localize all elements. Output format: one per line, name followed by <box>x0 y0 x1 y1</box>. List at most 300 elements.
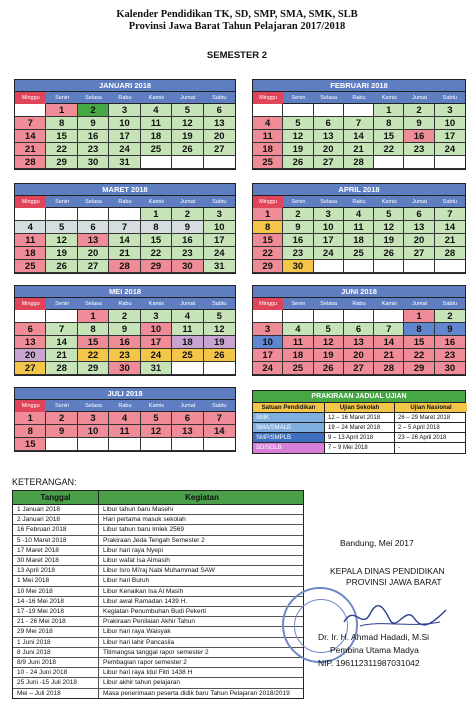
legend-label: KETERANGAN: <box>12 477 77 487</box>
weekday-label: Rabu <box>118 403 132 409</box>
day-cell: 9 <box>78 117 109 130</box>
day-cell: 30 <box>78 156 109 169</box>
exam-unit: SMK <box>253 413 325 422</box>
day-cell: 1 <box>404 310 434 323</box>
month-calendar <box>252 285 466 376</box>
exam-national-date: 23 – 26 April 2018 <box>398 435 447 441</box>
day-cell: 28 <box>344 156 374 169</box>
day-grid <box>15 310 235 375</box>
day-cell: 8 <box>374 117 404 130</box>
day-cell: 10 <box>314 221 344 234</box>
day-cell <box>46 310 77 323</box>
legend-activity: Libur hari raya Nyepi <box>103 546 163 554</box>
weekday-label: Kamis <box>381 199 397 205</box>
day-cell <box>15 208 46 221</box>
legend-date: 8 Juni 2018 <box>13 648 99 657</box>
legend-row <box>13 576 303 586</box>
exam-schedule-row <box>253 433 465 443</box>
legend-date: 17 Maret 2018 <box>13 546 99 555</box>
weekday-label: Sabtu <box>442 199 458 205</box>
day-cell: 26 <box>374 247 404 260</box>
signature-heading-province: PROVINSI JAWA BARAT <box>346 577 442 587</box>
day-cell <box>374 310 404 323</box>
signature-heading: KEPALA DINAS PENDIDIKAN <box>330 566 445 576</box>
weekday-label: Minggu <box>15 196 46 208</box>
day-cell: 24 <box>204 247 235 260</box>
legend-row <box>13 525 303 535</box>
day-cell: 26 <box>172 143 203 156</box>
day-cell <box>253 104 283 117</box>
day-cell <box>109 438 140 451</box>
signature-nip: NIP. 196112311987031042 <box>318 658 420 668</box>
day-cell: 14 <box>109 234 140 247</box>
day-cell <box>204 438 235 451</box>
day-cell <box>314 310 344 323</box>
day-cell: 16 <box>109 336 140 349</box>
weekday-label: Senin <box>291 301 306 307</box>
legend-activity: Libur hari lahir Pancasila <box>103 638 175 646</box>
day-cell: 23 <box>404 143 434 156</box>
day-cell: 5 <box>46 221 77 234</box>
day-cell <box>314 260 344 273</box>
weekday-label: Minggu <box>15 400 46 412</box>
weekday-header <box>15 298 235 310</box>
weekday-label: Kamis <box>148 403 165 409</box>
day-cell <box>78 438 109 451</box>
day-cell: 19 <box>204 336 235 349</box>
legend-table-header <box>13 491 303 505</box>
day-cell: 12 <box>204 323 235 336</box>
weekday-label: Jumat <box>180 403 196 409</box>
legend-date: 10 Mei 2018 <box>13 587 99 596</box>
day-cell: 6 <box>344 323 374 336</box>
day-cell: 2 <box>109 310 140 323</box>
day-cell <box>204 156 235 169</box>
legend-date: 1 Juni 2018 <box>13 638 99 647</box>
day-cell <box>404 156 434 169</box>
day-cell: 20 <box>15 349 46 362</box>
day-cell: 25 <box>344 247 374 260</box>
day-cell: 31 <box>109 156 140 169</box>
day-cell: 5 <box>314 323 344 336</box>
day-cell: 25 <box>15 260 46 273</box>
legend-activity: Pembagian rapor semester 2 <box>103 659 187 667</box>
day-cell: 6 <box>204 104 235 117</box>
day-cell: 12 <box>46 234 77 247</box>
day-cell: 27 <box>404 247 434 260</box>
day-cell: 8 <box>253 221 283 234</box>
day-cell: 15 <box>374 130 404 143</box>
day-cell: 12 <box>314 336 344 349</box>
day-cell: 6 <box>404 208 434 221</box>
day-grid <box>15 412 235 451</box>
day-cell: 30 <box>109 362 140 375</box>
day-cell: 15 <box>253 234 283 247</box>
weekday-header <box>15 400 235 412</box>
day-cell <box>172 156 203 169</box>
exam-school-date: 12 – 16 Maret 2018 <box>325 413 395 422</box>
day-cell: 10 <box>435 117 465 130</box>
day-cell <box>141 156 172 169</box>
day-cell: 16 <box>172 234 203 247</box>
day-cell: 29 <box>141 260 172 273</box>
day-cell: 18 <box>253 143 283 156</box>
legend-date: 5 -10 Maret 2018 <box>13 536 99 545</box>
day-cell: 18 <box>15 247 46 260</box>
day-cell: 21 <box>15 143 46 156</box>
legend-date: 8/9 Juni 2018 <box>13 658 99 667</box>
weekday-label: Kamis <box>381 301 397 307</box>
day-cell <box>374 156 404 169</box>
legend-activity: Prakiraan Jeda Tengah Semester 2 <box>103 536 205 544</box>
month-calendar <box>252 183 466 274</box>
weekday-label: Jumat <box>412 301 428 307</box>
day-grid <box>253 310 465 375</box>
legend-row <box>13 627 303 637</box>
exam-schedule-row <box>253 443 465 453</box>
legend-date: 14 -16 Mei 2018 <box>13 597 99 606</box>
day-cell: 14 <box>435 221 465 234</box>
day-cell <box>204 362 235 375</box>
day-cell: 24 <box>141 349 172 362</box>
day-grid <box>253 104 465 169</box>
signature-place-date: Bandung, Mei 2017 <box>340 538 414 548</box>
exam-schedule-row <box>253 423 465 433</box>
day-cell: 22 <box>78 349 109 362</box>
legend-date: 21 - 26 Mei 2018 <box>13 617 99 626</box>
day-cell: 20 <box>314 143 344 156</box>
exam-schedule-row <box>253 413 465 423</box>
weekday-label: Senin <box>291 199 306 205</box>
legend-date: 1 Mei 2018 <box>13 576 99 585</box>
day-cell: 4 <box>109 412 140 425</box>
legend-date: 16 Februari 2018 <box>13 525 99 534</box>
weekday-label: Minggu <box>253 92 283 104</box>
weekday-label: Sabtu <box>212 301 227 307</box>
day-cell: 2 <box>404 104 434 117</box>
day-cell: 20 <box>344 349 374 362</box>
legend-row <box>13 668 303 678</box>
day-cell: 14 <box>204 425 235 438</box>
day-cell: 15 <box>141 234 172 247</box>
day-cell: 11 <box>253 130 283 143</box>
legend-row <box>13 617 303 627</box>
legend-activity: Kegiatan Penumbuhan Budi Pekerti <box>103 608 206 616</box>
day-cell <box>253 310 283 323</box>
day-cell: 23 <box>109 349 140 362</box>
month-name: JULI 2018 <box>15 388 235 400</box>
day-cell: 27 <box>78 260 109 273</box>
legend-activity: Libur hari raya Waisyak <box>103 628 171 636</box>
weekday-label: Jumat <box>180 95 196 101</box>
weekday-label: Sabtu <box>442 301 458 307</box>
legend-activity: Libur tahun baru Imlek 2569 <box>103 526 184 534</box>
day-cell: 22 <box>253 247 283 260</box>
day-cell: 21 <box>344 143 374 156</box>
day-cell: 7 <box>15 117 46 130</box>
day-cell: 21 <box>374 349 404 362</box>
weekday-label: Sabtu <box>212 199 227 205</box>
day-cell: 17 <box>109 130 140 143</box>
weekday-label: Minggu <box>15 298 46 310</box>
day-cell: 17 <box>435 130 465 143</box>
legend-date: 29 Mei 2018 <box>13 627 99 636</box>
day-cell: 26 <box>204 349 235 362</box>
exam-unit: SMA/SMALB <box>253 423 325 432</box>
month-name: MEI 2018 <box>15 286 235 298</box>
day-cell: 13 <box>15 336 46 349</box>
weekday-label: Sabtu <box>442 95 458 101</box>
day-cell: 4 <box>344 208 374 221</box>
day-cell: 28 <box>46 362 77 375</box>
weekday-label: Jumat <box>412 199 428 205</box>
day-cell: 5 <box>283 117 313 130</box>
day-cell: 29 <box>78 362 109 375</box>
weekday-label: Senin <box>291 95 306 101</box>
day-cell: 9 <box>172 221 203 234</box>
month-calendar <box>14 387 236 452</box>
handwritten-signature <box>340 600 450 632</box>
day-cell: 31 <box>204 260 235 273</box>
legend-date: 10 - 24 Juni 2018 <box>13 668 99 677</box>
legend-row <box>13 556 303 566</box>
day-cell: 7 <box>435 208 465 221</box>
day-cell: 20 <box>404 234 434 247</box>
day-cell: 19 <box>283 143 313 156</box>
day-cell: 12 <box>172 117 203 130</box>
day-cell: 13 <box>204 117 235 130</box>
legend-row <box>13 607 303 617</box>
day-cell: 16 <box>78 130 109 143</box>
day-cell <box>141 438 172 451</box>
weekday-label: Jumat <box>180 199 196 205</box>
weekday-label: Minggu <box>253 298 283 310</box>
day-cell: 4 <box>283 323 313 336</box>
day-cell: 7 <box>374 323 404 336</box>
exam-unit: SD/SDLB <box>253 443 325 453</box>
day-cell: 4 <box>253 117 283 130</box>
day-cell: 15 <box>46 130 77 143</box>
legend-activity: Libur tahun baru Masehi <box>103 506 174 513</box>
day-cell: 29 <box>253 260 283 273</box>
legend-activity: Libur hari raya Idul Fitri 1438 H <box>103 669 193 677</box>
weekday-header <box>15 196 235 208</box>
day-cell: 10 <box>253 336 283 349</box>
weekday-label: Kamis <box>381 95 397 101</box>
weekday-label: Jumat <box>412 95 428 101</box>
day-cell <box>435 156 465 169</box>
weekday-label: Kamis <box>148 199 165 205</box>
day-cell: 24 <box>435 143 465 156</box>
day-cell: 5 <box>204 310 235 323</box>
day-cell: 13 <box>344 336 374 349</box>
day-cell: 19 <box>172 130 203 143</box>
weekday-label: Sabtu <box>212 403 227 409</box>
day-cell: 17 <box>314 234 344 247</box>
legend-row <box>13 515 303 525</box>
day-cell: 7 <box>109 221 140 234</box>
day-cell: 1 <box>46 104 77 117</box>
day-cell: 12 <box>141 425 172 438</box>
day-cell: 25 <box>253 156 283 169</box>
day-cell: 16 <box>283 234 313 247</box>
weekday-label: Jumat <box>180 301 196 307</box>
month-calendar <box>252 79 466 170</box>
legend-activity: Libur akhir tahun pelajaran <box>103 679 180 687</box>
weekday-header <box>253 196 465 208</box>
day-cell: 18 <box>344 234 374 247</box>
day-cell: 4 <box>141 104 172 117</box>
day-cell: 3 <box>109 104 140 117</box>
day-cell: 6 <box>78 221 109 234</box>
day-cell: 23 <box>172 247 203 260</box>
day-cell: 24 <box>109 143 140 156</box>
day-cell: 18 <box>283 349 313 362</box>
weekday-label: Rabu <box>352 301 366 307</box>
exam-header-unit: Satuan Pendidikan <box>253 403 325 412</box>
day-cell: 10 <box>78 425 109 438</box>
day-cell: 27 <box>344 362 374 375</box>
legend-date: 1 Januari 2018 <box>13 505 99 514</box>
day-cell: 2 <box>435 310 465 323</box>
day-cell: 11 <box>109 425 140 438</box>
legend-row <box>13 587 303 597</box>
day-cell: 26 <box>283 156 313 169</box>
month-name: APRIL 2018 <box>253 184 465 196</box>
day-cell: 18 <box>172 336 203 349</box>
day-cell: 19 <box>374 234 404 247</box>
day-cell: 1 <box>141 208 172 221</box>
day-cell <box>344 310 374 323</box>
day-cell <box>109 208 140 221</box>
day-cell: 5 <box>141 412 172 425</box>
month-name: MARET 2018 <box>15 184 235 196</box>
day-cell: 15 <box>404 336 434 349</box>
day-cell: 3 <box>204 208 235 221</box>
exam-schedule-title: PRAKIRAAN JADUAL UJIAN <box>253 391 465 403</box>
exam-schedule-table <box>252 390 466 454</box>
day-cell: 4 <box>15 221 46 234</box>
day-grid <box>253 208 465 273</box>
day-cell: 27 <box>15 362 46 375</box>
legend-table <box>12 490 304 699</box>
day-cell: 14 <box>344 130 374 143</box>
day-cell: 23 <box>78 143 109 156</box>
exam-school-date: 19 – 24 Maret 2018 <box>325 423 395 432</box>
legend-header-activity: Kegiatan <box>185 493 219 502</box>
legend-date: 25 Juni -15 Juli 2018 <box>13 678 99 687</box>
day-cell: 8 <box>15 425 46 438</box>
legend-row <box>13 638 303 648</box>
weekday-label: Rabu <box>352 95 366 101</box>
semester-heading: SEMESTER 2 <box>206 50 268 61</box>
day-cell: 29 <box>404 362 434 375</box>
day-cell: 28 <box>109 260 140 273</box>
day-cell: 14 <box>374 336 404 349</box>
legend-row <box>13 505 303 515</box>
day-cell: 1 <box>15 412 46 425</box>
day-cell: 3 <box>141 310 172 323</box>
weekday-header <box>15 92 235 104</box>
day-cell: 2 <box>46 412 77 425</box>
day-cell <box>15 310 46 323</box>
month-calendar <box>14 285 236 376</box>
exam-national-date: - <box>398 445 400 451</box>
day-cell: 21 <box>435 234 465 247</box>
day-cell: 19 <box>46 247 77 260</box>
weekday-label: Senin <box>55 199 70 205</box>
exam-unit: SMP/SMPLB <box>253 433 325 442</box>
day-cell <box>46 438 77 451</box>
day-cell: 17 <box>253 349 283 362</box>
month-calendar <box>14 79 236 170</box>
weekday-label: Rabu <box>118 301 132 307</box>
day-cell: 3 <box>314 208 344 221</box>
day-cell: 13 <box>314 130 344 143</box>
weekday-label: Selasa <box>320 199 338 205</box>
exam-header-national: Ujian Nasional <box>395 403 467 412</box>
day-cell: 16 <box>404 130 434 143</box>
day-cell: 12 <box>374 221 404 234</box>
legend-activity: Libur hari Buruh <box>103 577 150 585</box>
legend-date: 2 Januari 2018 <box>13 515 99 524</box>
day-cell: 20 <box>204 130 235 143</box>
weekday-label: Senin <box>55 301 70 307</box>
day-cell: 7 <box>344 117 374 130</box>
day-cell: 29 <box>46 156 77 169</box>
day-cell: 14 <box>15 130 46 143</box>
day-cell <box>172 438 203 451</box>
day-cell: 1 <box>78 310 109 323</box>
day-cell: 9 <box>46 425 77 438</box>
day-cell: 30 <box>172 260 203 273</box>
day-cell: 10 <box>109 117 140 130</box>
day-cell: 28 <box>15 156 46 169</box>
day-cell: 27 <box>204 143 235 156</box>
day-cell: 8 <box>141 221 172 234</box>
day-cell: 13 <box>404 221 434 234</box>
legend-date: Mei – Juli 2018 <box>13 689 99 698</box>
exam-schedule-header <box>253 403 465 413</box>
month-name: JUNI 2018 <box>253 286 465 298</box>
day-cell: 11 <box>141 117 172 130</box>
day-cell <box>283 310 313 323</box>
day-cell: 5 <box>172 104 203 117</box>
day-cell: 8 <box>78 323 109 336</box>
legend-row <box>13 678 303 688</box>
weekday-label: Sabtu <box>212 95 227 101</box>
day-cell: 30 <box>283 260 313 273</box>
day-cell <box>78 208 109 221</box>
weekday-label: Selasa <box>85 199 102 205</box>
legend-row <box>13 536 303 546</box>
signature-rank: Pembina Utama Madya <box>330 645 419 655</box>
weekday-label: Kamis <box>148 301 165 307</box>
day-cell: 12 <box>283 130 313 143</box>
day-cell: 13 <box>78 234 109 247</box>
legend-activity: Masa penerimaan peserta didik baru Tahun Pelajaran 2018/2019 <box>103 689 290 697</box>
day-cell: 30 <box>435 362 465 375</box>
weekday-label: Minggu <box>253 196 283 208</box>
weekday-label: Senin <box>55 95 70 101</box>
legend-row <box>13 658 303 668</box>
weekday-label: Kamis <box>148 95 165 101</box>
day-cell: 9 <box>283 221 313 234</box>
day-cell <box>374 260 404 273</box>
exam-school-date: 7 – 9 Mei 2018 <box>325 443 395 453</box>
day-cell: 6 <box>172 412 203 425</box>
day-cell: 3 <box>435 104 465 117</box>
